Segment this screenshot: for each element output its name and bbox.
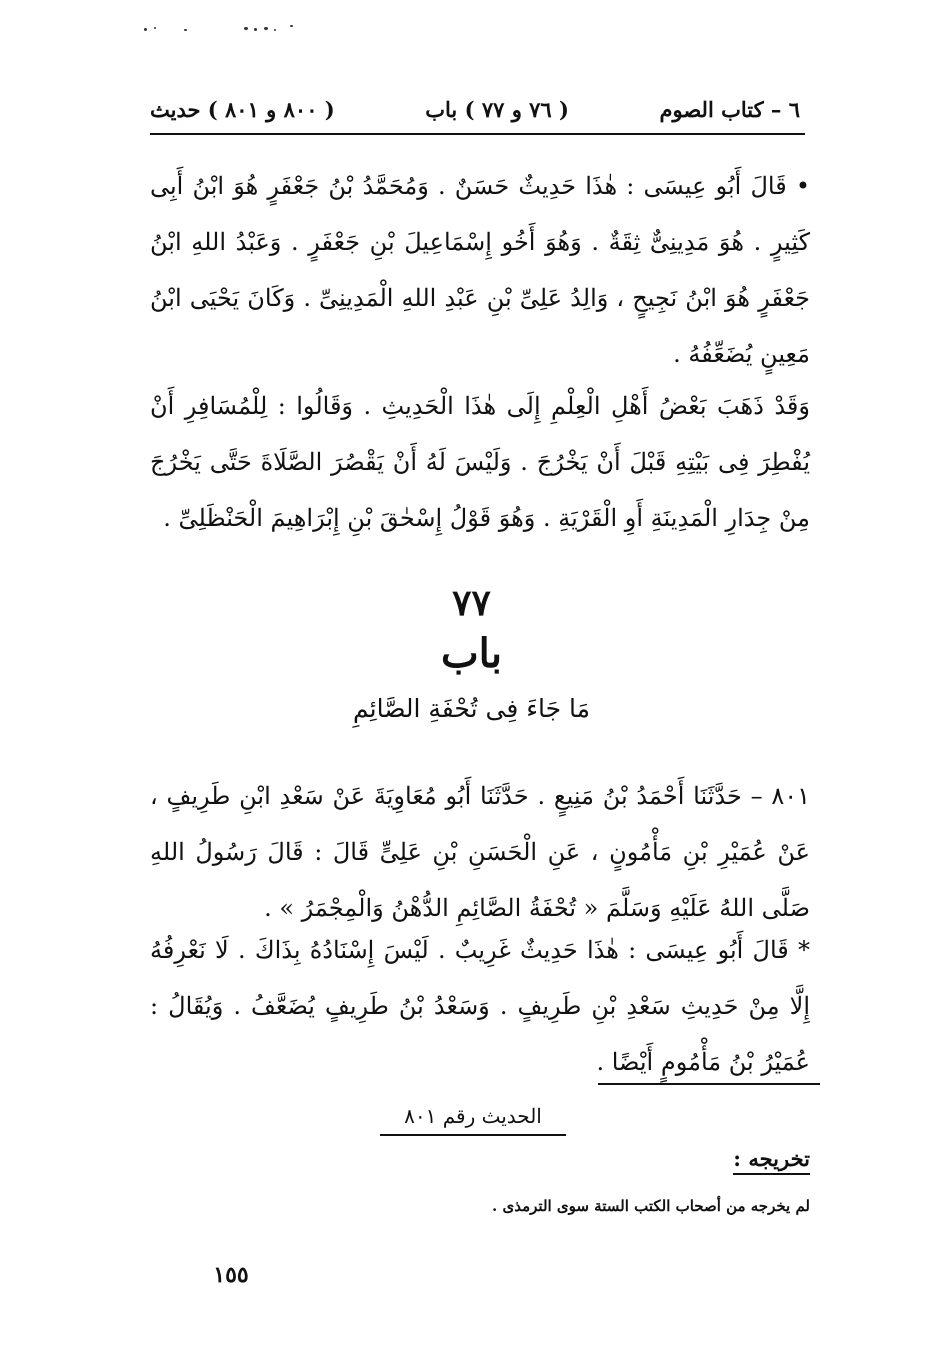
footnote-heading: الحديث رقم ٨٠١ <box>380 1104 566 1136</box>
header-chapter-range: ( ٧٦ و ٧٧ ) باب <box>425 96 569 122</box>
commentary-paragraph-1: • قَالَ أَبُو عِيسَى : هٰذَا حَدِيثٌ حَسَنٌ . وَمُحَمَّدُ بْنُ جَعْفَرٍ هُوَ ابْنُ أَبِى كَثِيرٍ . هُوَ مَدِينِىٌّ ثِقَةٌ . وَهُوَ أَخُو إِسْمَاعِيلَ بْنِ جَعْفَرٍ . وَعَبْدُ اللهِ ابْنُ جَعْفَرٍ هُوَ ابْنُ نَجِيحٍ ، وَالِدُ عَلِىِّ بْنِ عَبْدِ اللهِ الْمَدِينِىِّ . وَكَانَ يَحْيَى ابْنُ مَعِينٍ يُضَعِّفُهُ . <box>150 172 810 368</box>
header-hadith-range: ( ٨٠٠ و ٨٠١ ) حديث <box>150 96 335 122</box>
hadith-801-text: ٨٠١ – حَدَّثَنَا أَحْمَدُ بْنُ مَنِيعٍ . حَدَّثَنَا أَبُو مُعَاوِيَةَ عَنْ سَعْدِ ابْنِ طَرِيفٍ ، عَنْ عُمَيْرِ بْنِ مَأْمُونٍ ، عَنِ الْحَسَنِ بْنِ عَلِىٍّ قَالَ : قَالَ رَسُولُ اللهِ صَلَّى اللهُ عَلَيْهِ وَسَلَّمَ « تُحْفَةُ الصَّائِمِ الدُّهْنُ وَالْمِجْمَرُ » . <box>150 782 810 922</box>
header-divider <box>150 133 805 135</box>
footnote-label <box>690 1146 810 1171</box>
chapter-number: ٧٧ <box>452 582 491 624</box>
header-book-title: ٦ – كتاب الصوم <box>659 96 800 122</box>
scan-artifacts <box>140 22 320 36</box>
footnote-divider <box>598 1083 820 1085</box>
hadith-801-commentary: * قَالَ أَبُو عِيسَى : هٰذَا حَدِيثٌ غَرِيبٌ . لَيْسَ إِسْنَادُهُ بِذَاكَ . لَا نَعْرِفُهُ إِلَّا مِنْ حَدِيثِ سَعْدِ بْنِ طَرِيفٍ . وَسَعْدُ بْنُ طَرِيفٍ يُضَعَّفُ . وَيُقَالُ : عُمَيْرُ بْنُ مَأْمُومٍ أَيْضًا . <box>150 936 810 1076</box>
chapter-title: مَا جَاءَ فِى تُحْفَةِ الصَّائِمِ <box>352 694 590 723</box>
footnote-text: لم يخرجه من أصحاب الكتب الستة سوى الترمذى . <box>492 1197 810 1215</box>
running-header <box>150 92 800 126</box>
commentary-paragraph-2: وَقَدْ ذَهَبَ بَعْضُ أَهْلِ الْعِلْمِ إِلَى هٰذَا الْحَدِيثِ . وَقَالُوا : لِلْمُسَافِرِ أَنْ يُفْطِرَ فِى بَيْتِهِ قَبْلَ أَنْ يَخْرُجَ . وَلَيْسَ لَهُ أَنْ يَقْصُرَ الصَّلَاةَ حَتَّى يَخْرُجَ مِنْ جِدَارِ الْمَدِينَةِ أَوِ الْقَرْيَةِ . وَهُوَ قَوْلُ إِسْحٰقَ بْنِ إِبْرَاهِيمَ الْحَنْظَلِىِّ . <box>150 392 810 532</box>
footnote-label-text: تخريجه : <box>733 1146 810 1175</box>
page-number: ١٥٥ <box>213 1262 249 1288</box>
chapter-heading: باب <box>441 630 502 677</box>
